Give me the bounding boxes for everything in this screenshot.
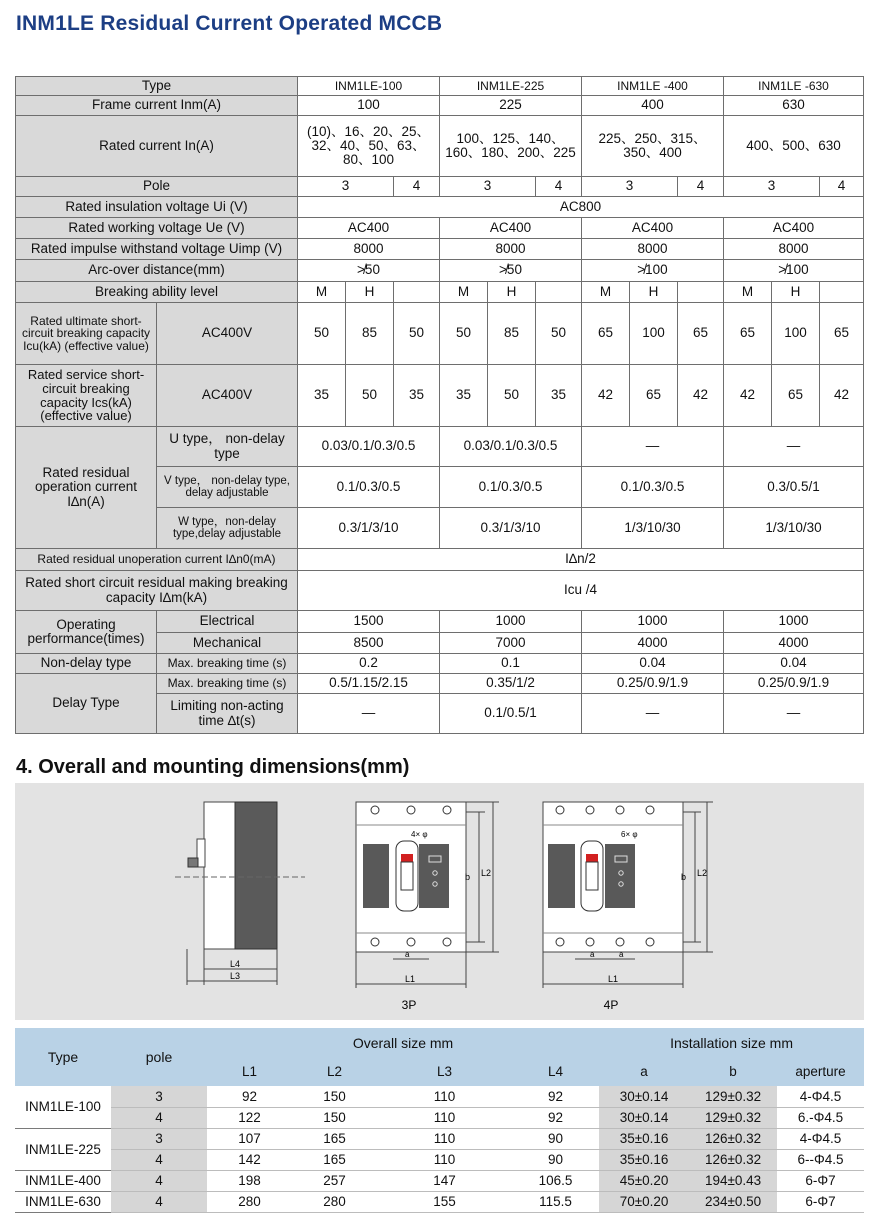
breaking-level-cell xyxy=(536,282,582,303)
l4-cell: 90 xyxy=(512,1149,599,1170)
max-break-label: Max. breaking time (s) xyxy=(157,654,298,674)
arc-label: Arc-over distance(mm) xyxy=(16,260,298,282)
w-type-cell: 0.3/1/3/10 xyxy=(298,508,440,549)
l3-cell: 110 xyxy=(377,1128,512,1149)
limiting-cell: — xyxy=(582,694,724,734)
l1-cell: 280 xyxy=(207,1191,292,1212)
l3-cell: 155 xyxy=(377,1191,512,1212)
a-cell: 30±0.14 xyxy=(599,1086,689,1107)
making-cell: Icu /4 xyxy=(298,571,864,611)
v-type-label: V type， non-delay type, delay adjustable xyxy=(157,467,298,508)
aperture-cell: 6.-Φ4.5 xyxy=(777,1107,864,1128)
breaking-level-cell xyxy=(678,282,724,303)
nondelay-cell: 0.04 xyxy=(582,654,724,674)
b-cell: 129±0.32 xyxy=(689,1107,777,1128)
limiting-cell: — xyxy=(724,694,864,734)
rated-current-label: Rated current In(A) xyxy=(16,116,298,177)
residual-label: Rated residual operation current I∆n(A) xyxy=(16,427,157,549)
aperture-cell: 6-Φ7 xyxy=(777,1170,864,1191)
u-type-cell: — xyxy=(582,427,724,467)
breaking-level-cell xyxy=(394,282,440,303)
mechanical-label: Mechanical xyxy=(157,633,298,654)
a-label: a xyxy=(590,950,595,959)
type-label: Type xyxy=(16,77,298,96)
l3-cell: 110 xyxy=(377,1086,512,1107)
delay-max-cell: 0.25/0.9/1.9 xyxy=(724,674,864,694)
icu-cell: 100 xyxy=(630,303,678,365)
u-type-cell: 0.03/0.1/0.3/0.5 xyxy=(298,427,440,467)
working-voltage-cell: AC400 xyxy=(440,218,582,239)
l4-cell: 106.5 xyxy=(512,1170,599,1191)
icu-voltage: AC400V xyxy=(157,303,298,365)
l1-label: L1 xyxy=(608,974,619,984)
icu-cell: 50 xyxy=(394,303,440,365)
working-voltage-cell: AC400 xyxy=(582,218,724,239)
pole-cell: 4 xyxy=(678,177,724,197)
impulse-label: Rated impulse withstand voltage Uimp (V) xyxy=(16,239,298,260)
w-type-cell: 0.3/1/3/10 xyxy=(440,508,582,549)
header-a: a xyxy=(599,1057,689,1086)
icu-cell: 85 xyxy=(488,303,536,365)
breaking-level-cell: H xyxy=(630,282,678,303)
breaking-level-cell: M xyxy=(298,282,346,303)
breaking-level-cell xyxy=(820,282,864,303)
arc-cell: ≯50 xyxy=(440,260,582,282)
insulation-label: Rated insulation voltage Ui (V) xyxy=(16,197,298,218)
breaking-level-cell: H xyxy=(346,282,394,303)
ics-cell: 35 xyxy=(536,365,582,427)
ics-cell: 50 xyxy=(488,365,536,427)
dimension-drawing xyxy=(15,783,864,1020)
mechanical-cell: 4000 xyxy=(582,633,724,654)
electrical-cell: 1000 xyxy=(724,611,864,633)
l2-cell: 165 xyxy=(292,1149,377,1170)
l2-label: L2 xyxy=(481,868,492,878)
a-cell: 35±0.16 xyxy=(599,1149,689,1170)
ics-voltage: AC400V xyxy=(157,365,298,427)
impulse-cell: 8000 xyxy=(582,239,724,260)
pole-cell: 3 xyxy=(582,177,678,197)
ics-cell: 42 xyxy=(820,365,864,427)
w-type-label: W type，non-delay type,delay adjustable xyxy=(157,508,298,549)
type-cell: INM1LE -400 xyxy=(582,77,724,96)
l1-cell: 198 xyxy=(207,1170,292,1191)
ics-cell: 35 xyxy=(394,365,440,427)
a-cell: 45±0.20 xyxy=(599,1170,689,1191)
frame-cell: 400 xyxy=(582,96,724,116)
front-view-4p xyxy=(543,802,713,1012)
ics-cell: 42 xyxy=(724,365,772,427)
pole-cell: 4 xyxy=(111,1191,207,1212)
frame-cell: 630 xyxy=(724,96,864,116)
type-cell: INM1LE -630 xyxy=(724,77,864,96)
aperture-cell: 4-Φ4.5 xyxy=(777,1086,864,1107)
w-type-cell: 1/3/10/30 xyxy=(582,508,724,549)
side-view xyxy=(175,802,305,985)
nondelay-cell: 0.04 xyxy=(724,654,864,674)
limiting-cell: 0.1/0.5/1 xyxy=(440,694,582,734)
a-cell: 70±0.20 xyxy=(599,1191,689,1212)
mechanical-cell: 8500 xyxy=(298,633,440,654)
a-label: a xyxy=(405,950,410,959)
electrical-label: Electrical xyxy=(157,611,298,633)
electrical-cell: 1500 xyxy=(298,611,440,633)
frame-cell: 225 xyxy=(440,96,582,116)
pole-cell: 4 xyxy=(394,177,440,197)
header-install: Installation size mm xyxy=(599,1028,864,1057)
l4-cell: 92 xyxy=(512,1107,599,1128)
electrical-cell: 1000 xyxy=(582,611,724,633)
l2-cell: 280 xyxy=(292,1191,377,1212)
insulation-cell: AC800 xyxy=(298,197,864,218)
working-voltage-cell: AC400 xyxy=(298,218,440,239)
icu-cell: 50 xyxy=(298,303,346,365)
page-title: INM1LE Residual Current Operated MCCB xyxy=(16,12,443,35)
ics-cell: 35 xyxy=(298,365,346,427)
unoperation-label: Rated residual unoperation current I∆n0(mA) xyxy=(16,549,298,571)
pole-label: Pole xyxy=(16,177,298,197)
pole-cell: 3 xyxy=(111,1086,207,1107)
w-type-cell: 1/3/10/30 xyxy=(724,508,864,549)
arc-cell: ≯100 xyxy=(724,260,864,282)
header-l4: L4 xyxy=(512,1057,599,1086)
holes-4p-label: 6× φ xyxy=(621,830,638,839)
icu-cell: 65 xyxy=(820,303,864,365)
working-voltage-label: Rated working voltage Ue (V) xyxy=(16,218,298,239)
l2-label: L2 xyxy=(697,868,708,878)
breaking-level-cell: M xyxy=(724,282,772,303)
u-type-label: U type， non-delay type xyxy=(157,427,298,467)
l2-cell: 165 xyxy=(292,1128,377,1149)
mechanical-cell: 4000 xyxy=(724,633,864,654)
impulse-cell: 8000 xyxy=(724,239,864,260)
breaking-level-cell: M xyxy=(440,282,488,303)
frame-cell: 100 xyxy=(298,96,440,116)
rated-current-cell: 225、250、315、350、400 xyxy=(582,116,724,177)
u-type-cell: 0.03/0.1/0.3/0.5 xyxy=(440,427,582,467)
header-l3: L3 xyxy=(377,1057,512,1086)
rated-current-cell: 100、125、140、160、180、200、225 xyxy=(440,116,582,177)
delay-max-cell: 0.5/1.15/2.15 xyxy=(298,674,440,694)
icu-cell: 65 xyxy=(678,303,724,365)
pole-cell: 3 xyxy=(111,1128,207,1149)
l2-cell: 257 xyxy=(292,1170,377,1191)
l1-label: L1 xyxy=(405,974,416,984)
pole-cell: 4 xyxy=(111,1149,207,1170)
v-type-cell: 0.1/0.3/0.5 xyxy=(582,467,724,508)
icu-cell: 50 xyxy=(440,303,488,365)
ics-label: Rated service short-circuit breaking capacity Ics(kA) (effective value) xyxy=(16,365,157,427)
table-row xyxy=(15,1086,864,1107)
type-cell: INM1LE-100 xyxy=(298,77,440,96)
type-cell: INM1LE-100 xyxy=(15,1086,111,1128)
max-break-label: Max. breaking time (s) xyxy=(157,674,298,694)
mechanical-cell: 7000 xyxy=(440,633,582,654)
frame-label: Frame current Inm(A) xyxy=(16,96,298,116)
v-type-cell: 0.1/0.3/0.5 xyxy=(298,467,440,508)
pole-cell: 3 xyxy=(440,177,536,197)
nondelay-label: Non-delay type xyxy=(16,654,157,674)
l4-cell: 92 xyxy=(512,1086,599,1107)
holes-3p-label: 4× φ xyxy=(411,830,428,839)
ics-cell: 42 xyxy=(678,365,724,427)
delay-max-cell: 0.35/1/2 xyxy=(440,674,582,694)
header-aperture: aperture xyxy=(777,1057,864,1086)
header-b: b xyxy=(689,1057,777,1086)
pole-cell: 4 xyxy=(820,177,864,197)
pole-cell: 3 xyxy=(298,177,394,197)
l1-cell: 107 xyxy=(207,1128,292,1149)
l2-cell: 150 xyxy=(292,1107,377,1128)
front-view-3p xyxy=(356,802,499,1012)
l4-label: L4 xyxy=(229,959,241,969)
header-l2: L2 xyxy=(292,1057,377,1086)
icu-cell: 65 xyxy=(582,303,630,365)
ics-cell: 65 xyxy=(630,365,678,427)
l1-cell: 142 xyxy=(207,1149,292,1170)
a-cell: 35±0.16 xyxy=(599,1128,689,1149)
icu-label: Rated ultimate short-circuit breaking capacity Icu(kA) (effective value) xyxy=(16,303,157,365)
a-cell: 30±0.14 xyxy=(599,1107,689,1128)
ics-cell: 35 xyxy=(440,365,488,427)
header-overall: Overall size mm xyxy=(207,1028,599,1057)
working-voltage-cell: AC400 xyxy=(724,218,864,239)
b-cell: 126±0.32 xyxy=(689,1149,777,1170)
table-row xyxy=(15,1107,864,1128)
making-label: Rated short circuit residual making breaking capacity I∆m(kA) xyxy=(16,571,298,611)
u-type-cell: — xyxy=(724,427,864,467)
l1-cell: 122 xyxy=(207,1107,292,1128)
pole-cell: 3 xyxy=(724,177,820,197)
icu-cell: 85 xyxy=(346,303,394,365)
pole-cell: 4 xyxy=(111,1170,207,1191)
table-row xyxy=(15,1191,864,1212)
type-cell: INM1LE-630 xyxy=(15,1191,111,1212)
ics-cell: 50 xyxy=(346,365,394,427)
b-label: b xyxy=(681,872,687,882)
l3-cell: 110 xyxy=(377,1107,512,1128)
header-pole: pole xyxy=(111,1028,207,1086)
delay-max-cell: 0.25/0.9/1.9 xyxy=(582,674,724,694)
b-cell: 194±0.43 xyxy=(689,1170,777,1191)
table-row xyxy=(15,1170,864,1191)
pole-cell: 4 xyxy=(111,1107,207,1128)
breaking-level-cell: H xyxy=(488,282,536,303)
breaking-level-cell: M xyxy=(582,282,630,303)
v-type-cell: 0.3/0.5/1 xyxy=(724,467,864,508)
b-cell: 234±0.50 xyxy=(689,1191,777,1212)
label-3p: 3P xyxy=(401,998,417,1012)
dimensions-table xyxy=(15,1028,864,1213)
arc-cell: ≯100 xyxy=(582,260,724,282)
ics-cell: 42 xyxy=(582,365,630,427)
pole-cell: 4 xyxy=(536,177,582,197)
l1-cell: 92 xyxy=(207,1086,292,1107)
breaking-level-label: Breaking ability level xyxy=(16,282,298,303)
aperture-cell: 6-Φ7 xyxy=(777,1191,864,1212)
type-cell: INM1LE-400 xyxy=(15,1170,111,1191)
header-l1: L1 xyxy=(207,1057,292,1086)
breaking-level-cell: H xyxy=(772,282,820,303)
impulse-cell: 8000 xyxy=(298,239,440,260)
limiting-label: Limiting non-acting time ∆t(s) xyxy=(157,694,298,734)
icu-cell: 65 xyxy=(724,303,772,365)
table-row xyxy=(15,1149,864,1170)
rated-current-cell: 400、500、630 xyxy=(724,116,864,177)
l4-cell: 115.5 xyxy=(512,1191,599,1212)
nondelay-cell: 0.2 xyxy=(298,654,440,674)
type-cell: INM1LE-225 xyxy=(15,1128,111,1170)
icu-cell: 50 xyxy=(536,303,582,365)
dimension-drawing-panel xyxy=(15,783,864,1020)
spec-table xyxy=(15,76,864,734)
label-4p: 4P xyxy=(603,998,619,1012)
v-type-cell: 0.1/0.3/0.5 xyxy=(440,467,582,508)
aperture-cell: 6--Φ4.5 xyxy=(777,1149,864,1170)
impulse-cell: 8000 xyxy=(440,239,582,260)
b-cell: 129±0.32 xyxy=(689,1086,777,1107)
electrical-cell: 1000 xyxy=(440,611,582,633)
section-title: 4. Overall and mounting dimensions(mm) xyxy=(16,756,410,778)
operating-label: Operating performance(times) xyxy=(16,611,157,654)
l2-cell: 150 xyxy=(292,1086,377,1107)
delay-label: Delay Type xyxy=(16,674,157,734)
nondelay-cell: 0.1 xyxy=(440,654,582,674)
l3-cell: 147 xyxy=(377,1170,512,1191)
l4-cell: 90 xyxy=(512,1128,599,1149)
type-cell: INM1LE-225 xyxy=(440,77,582,96)
table-row xyxy=(15,1128,864,1149)
b-label: b xyxy=(465,872,471,882)
ics-cell: 65 xyxy=(772,365,820,427)
arc-cell: ≯50 xyxy=(298,260,440,282)
b-cell: 126±0.32 xyxy=(689,1128,777,1149)
header-type: Type xyxy=(15,1028,111,1086)
limiting-cell: — xyxy=(298,694,440,734)
icu-cell: 100 xyxy=(772,303,820,365)
l3-label: L3 xyxy=(229,971,241,981)
rated-current-cell: (10)、16、20、25、32、40、50、63、80、100 xyxy=(298,116,440,177)
unoperation-cell: I∆n/2 xyxy=(298,549,864,571)
l3-cell: 110 xyxy=(377,1149,512,1170)
a-label: a xyxy=(619,950,624,959)
aperture-cell: 4-Φ4.5 xyxy=(777,1128,864,1149)
